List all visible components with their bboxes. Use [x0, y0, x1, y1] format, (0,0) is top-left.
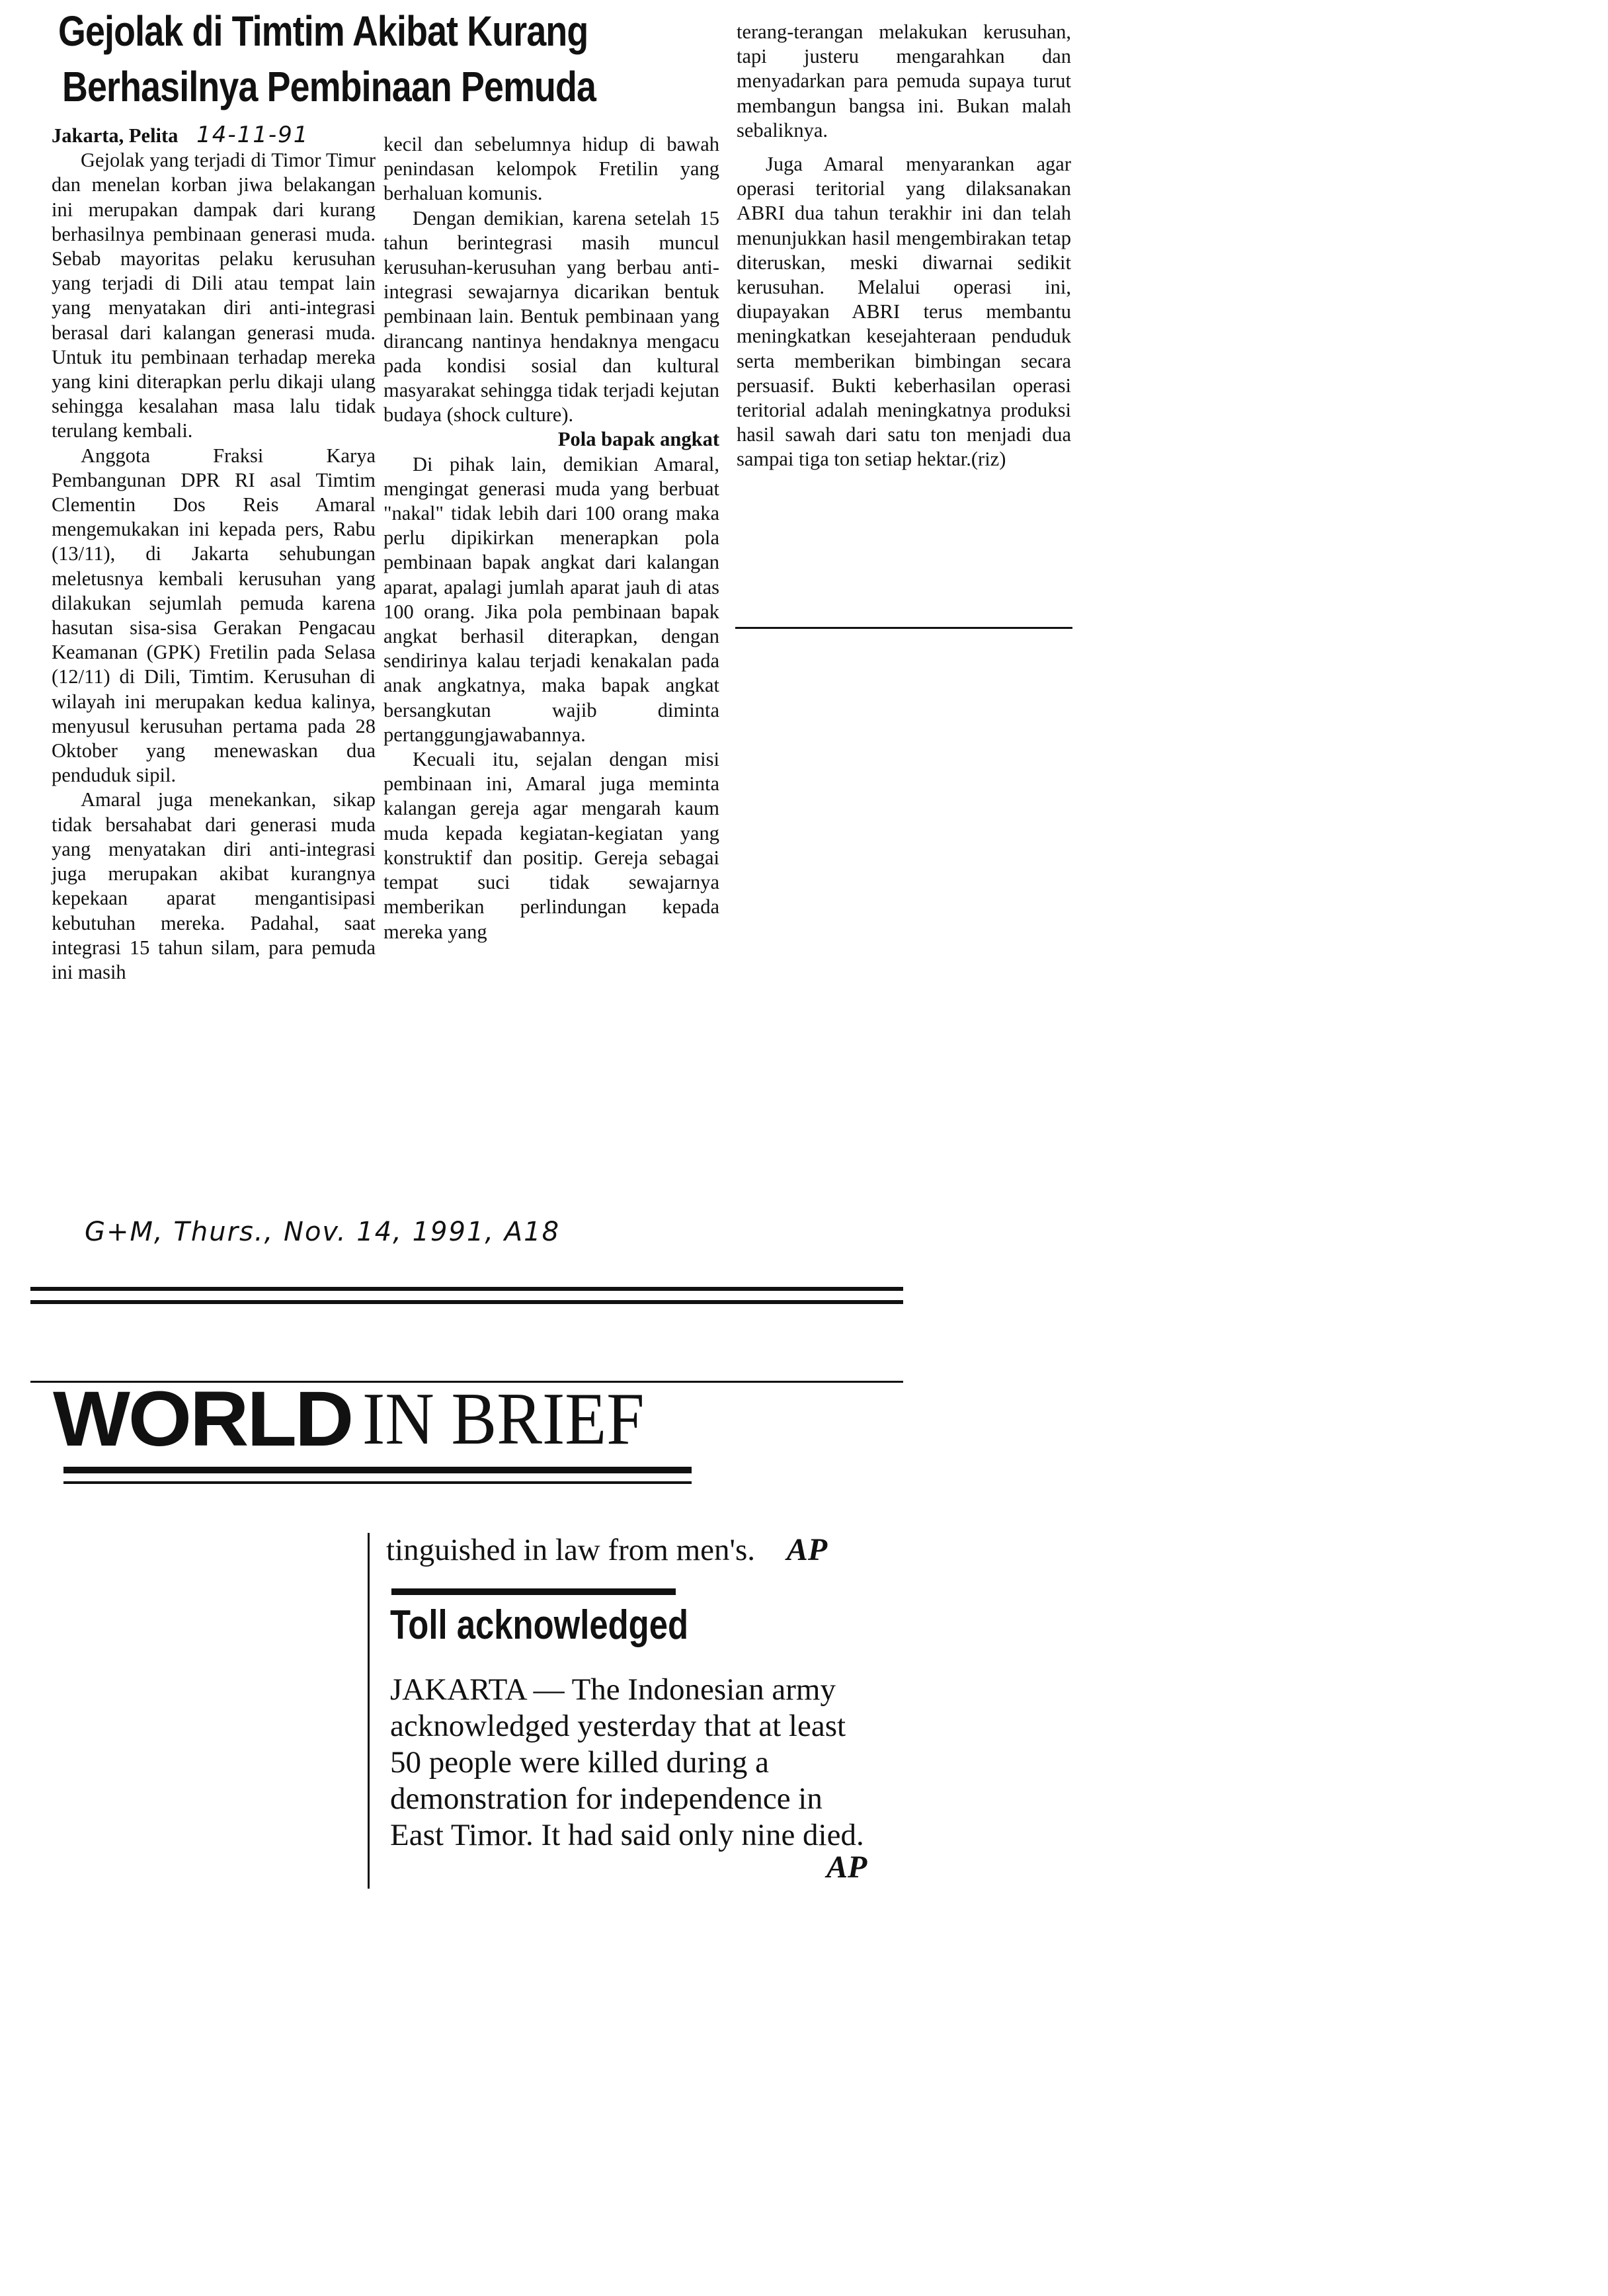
double-rule-top [30, 1287, 903, 1291]
item-credit: AP [826, 1850, 867, 1885]
title-underline-thin [63, 1481, 692, 1484]
col3-paragraph-2: Juga Amaral menyarankan agar operasi teritorial yang dilaksanakan ABRI dua tahun terakhir ini dan telah menunjukkan hasil mengembirakan tetap diteruskan, meski diwarnai sedikit kerusuhan. Melalui operasi ini, diupayakan ABRI terus membantu meningkatkan kesejahteraan penduduk serta memberikan bimbingan secara persuasif. Bukti keberhasilan operasi teritorial adalah meningkatnya produksi hasil sawah dari satu ton menjadi dua sampai tiga ton setiap hektar.(riz) [737, 153, 1071, 471]
handwritten-date: 14-11-91 [196, 122, 309, 148]
double-rule-bottom [30, 1300, 903, 1304]
previous-item-tail [386, 1532, 827, 1569]
col1-paragraph-1: Gejolak yang terjadi di Timor Timur dan menelan korban jiwa belakangan ini merupakan dampak dari kurang berhasilnya pembinaan generasi muda. Sebab mayoritas pelaku kerusuhan yang terjadi di Dili atau tempat lain yang menyatakan diri anti-integrasi berasal dari kalangan generasi muda. Untuk itu pembinaan terhadap mereka yang kini diterapkan perlu dikaji ulang sehingga kesalahan masa lalu tidak terulang kembali. [52, 149, 376, 442]
article-column-2 [383, 132, 719, 944]
column-end-rule [735, 627, 1072, 629]
title-underline-thick [63, 1467, 692, 1473]
col2-paragraph-4: Kecuali itu, sejalan dengan misi pembinaan ini, Amaral juga meminta kalangan gereja agar mengarah kaum muda kepada kegiatan-kegiatan yang konstruktif dan positip. Gereja sebagai tempat suci tidak sewajarnya memberikan perlindungan kepada mereka yang [383, 748, 719, 943]
col3-paragraph-1: terang-terangan melakukan kerusuhan, tapi justeru mengarahkan dan menyadarkan para pemuda supaya turut membangun bangsa ini. Bukan malah sebaliknya. [737, 20, 1071, 142]
article-headline-line2: Berhasilnya Pembinaan Pemuda [62, 63, 596, 110]
col2-paragraph-2: Dengan demikian, karena setelah 15 tahun berintegrasi masih muncul kerusuhan-kerusuhan yang berbau anti-integrasi sewajarnya dicarikan bentuk pembinaan lain. Bentuk pembinaan yang dirancang nantinya hendaknya mengacu pada kondisi sosial dan kultural masyarakat sehingga tidak terjadi kejutan budaya (shock culture). [383, 206, 719, 427]
col1-paragraph-2: Anggota Fraksi Karya Pembangunan DPR RI asal Timtim Clementin Dos Reis Amaral mengemukakan ini kepada pers, Rabu (13/11), di Jakarta sehubungan meletusnya kembali kerusuhan yang dilakukan sejumlah pemuda karena hasutan sisa-sisa Gerakan Pengacau Keamanan (GPK) Fretilin pada Selasa (12/11) di Dili, Timtim. Kerusuhan di wilayah ini merupakan kedua kalinya, menyusul kerusuhan pertama pada 28 Oktober yang menewaskan dua penduduk sipil. [52, 444, 376, 787]
item-separator-rule [391, 1588, 676, 1595]
item-body: JAKARTA — The Indonesian army acknowledged yesterday that at least 50 people were killed during a demonstration for independence in East Timor. It had said only nine died. [390, 1672, 864, 1852]
subhead-pola-bapak-angkat: Pola bapak angkat [557, 428, 719, 451]
dateline-paragraph [52, 123, 376, 148]
col2-paragraph-1: kecil dan sebelumnya hidup di bawah penindasan kelompok Fretilin yang berhaluan komunis. [383, 133, 719, 205]
world-in-brief-title-bold: WORLD [53, 1375, 352, 1463]
article-column-3 [737, 20, 1071, 472]
previous-item-credit: AP [786, 1532, 828, 1567]
col2-paragraph-3: Di pihak lain, demikian Amaral, mengingat generasi muda yang berbuat "nakal" tidak lebih dari 100 orang maka perlu dipikirkan menerapkan pola pembinaan bapak angkat dari kalangan aparat, apalagi jumlah aparat jauh di atas 100 orang. Jika pola pembinaan bapak angkat berhasil diterapkan, dengan sendirinya kalau terjadi kenakalan pada anak angkatnya, maka bapak angkat bersangkutan wajib diminta pertanggungjawabannya. [383, 452, 719, 746]
column-vertical-rule [368, 1533, 370, 1889]
article-column-1 [52, 123, 376, 985]
dateline: Jakarta, Pelita [52, 124, 179, 147]
world-in-brief-title-serif: IN BRIEF [362, 1378, 645, 1460]
item-title: Toll acknowledged [390, 1602, 689, 1648]
handwritten-source-note: G+M, Thurs., Nov. 14, 1991, A18 [85, 1217, 561, 1247]
previous-item-text: tinguished in law from men's. [386, 1533, 756, 1567]
col1-paragraph-3: Amaral juga menekankan, sikap tidak bersahabat dari generasi muda yang menyatakan diri anti-integrasi juga merupakan akibat kurangnya kepekaan aparat mengantisipasi kebutuhan mereka. Padahal, saat integrasi 15 tahun silam, para pemuda ini masih [52, 788, 376, 983]
article-headline-line1: Gejolak di Timtim Akibat Kurang [58, 7, 588, 55]
